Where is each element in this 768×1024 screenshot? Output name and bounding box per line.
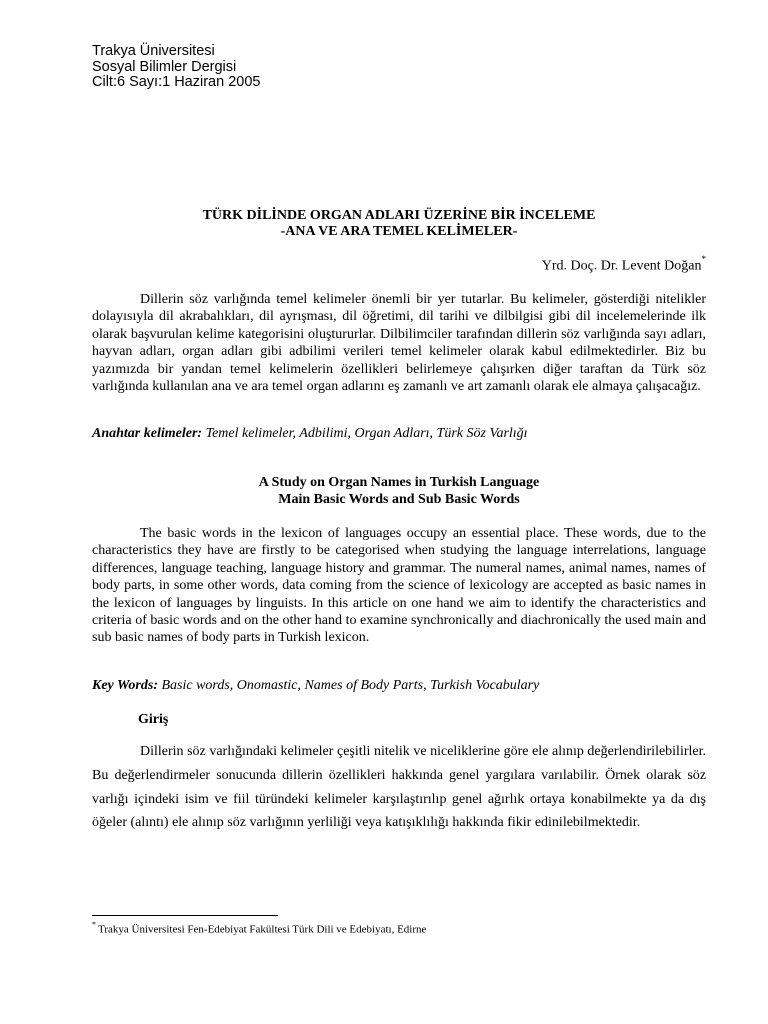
author-line bbox=[542, 256, 706, 275]
abstract-tr: Dillerin söz varlığında temel kelimeler önemli bir yer tutarlar. Bu kelimeler, gösterdiği nitelikler dolayısıyla dil akrabalıkları, dil ayrışması, dil öğretimi, dil tarihi ve dilbilgisi gibi dil incelemelerinde ilk olarak başvurulan kelime kategorisini oluştururlar. Dilbilimciler tarafından dillerin söz varlığında sayı adları, hayvan adları, organ adları gibi adbilimi verileri temel kelimeler olarak kabul edilmektedirler. Biz bu yazımızda bir yandan temel kelimelerin özellikleri belirlemeye çalışırken diğer taraftan da Türk söz varlığında kullanılan ana ve ara temel organ adlarını eş zamanlı ve art zamanlı olarak ele almaya çalışacağız. bbox=[92, 292, 706, 395]
keywords-tr-label: Anahtar kelimeler: bbox=[92, 426, 203, 441]
abstract-en: The basic words in the lexicon of languages occupy an essential place. These words, due to the characteristics they have are firstly to be categorised when studying the language interrelations, language differences, language teaching, language history and grammar. The numeral names, animal names, names of body parts, in some other words, data coming from the science of lexicology are accepted as basic names in the lexicon of languages by linguists. In this article on one hand we aim to identify the characteristics and criteria of basic words and on the other hand to examine synchronically and diachronically the used main and sub basic names of body parts in Turkish lexicon. bbox=[92, 526, 706, 646]
author-footnote-mark: * bbox=[701, 254, 706, 264]
footnote-divider bbox=[92, 915, 278, 916]
journal-header bbox=[92, 44, 260, 91]
article-title bbox=[92, 208, 706, 240]
footnote-mark: * bbox=[92, 920, 96, 929]
keywords-en-label: Key Words: bbox=[92, 678, 158, 693]
english-title-line2: Main Basic Words and Sub Basic Words bbox=[278, 492, 520, 507]
keywords-en bbox=[92, 678, 706, 694]
keywords-tr bbox=[92, 426, 706, 442]
journal-university: Trakya Üniversitesi bbox=[92, 43, 215, 59]
footnote bbox=[92, 921, 426, 936]
article-title-line2: -ANA VE ARA TEMEL KELİMELER- bbox=[280, 224, 518, 239]
journal-name: Sosyal Bilimler Dergisi bbox=[92, 58, 237, 75]
english-title-line1: A Study on Organ Names in Turkish Language bbox=[258, 475, 540, 490]
keywords-en-list: Basic words, Onomastic, Names of Body Parts, Turkish Vocabulary bbox=[161, 678, 540, 693]
article-title-line1: TÜRK DİLİNDE ORGAN ADLARI ÜZERİNE BİR İNCELEME bbox=[202, 208, 596, 223]
english-title bbox=[92, 474, 706, 508]
keywords-tr-list: Temel kelimeler, Adbilimi, Organ Adları, Türk Söz Varlığı bbox=[205, 426, 528, 441]
journal-issue: Cilt:6 Sayı:1 Haziran 2005 bbox=[92, 74, 261, 90]
author-name: Yrd. Doç. Dr. Levent Doğan bbox=[541, 258, 702, 274]
footnote-text: Trakya Üniversitesi Fen-Edebiyat Fakültesi Türk Dili ve Edebiyatı, Edirne bbox=[98, 923, 427, 936]
introduction-paragraph: Dillerin söz varlığındaki kelimeler çeşitli nitelik ve niceliklerine göre ele alınıp değerlendirilebilirler. Bu değerlendirmeler sonucunda dillerin özellikleri hakkında genel yargılara varılabilir. Örnek olarak söz varlığı içindeki isim ve fiil türündeki kelimeler karşılaştırılıp genel ağırlık ortaya konabilmekte ya da dış öğeler (alıntı) ele alınıp söz varlığının yerliliği veya katışıklılığı hakkında fikir edinilebilmektedir. bbox=[92, 744, 706, 831]
section-heading-introduction: Giriş bbox=[138, 712, 169, 727]
